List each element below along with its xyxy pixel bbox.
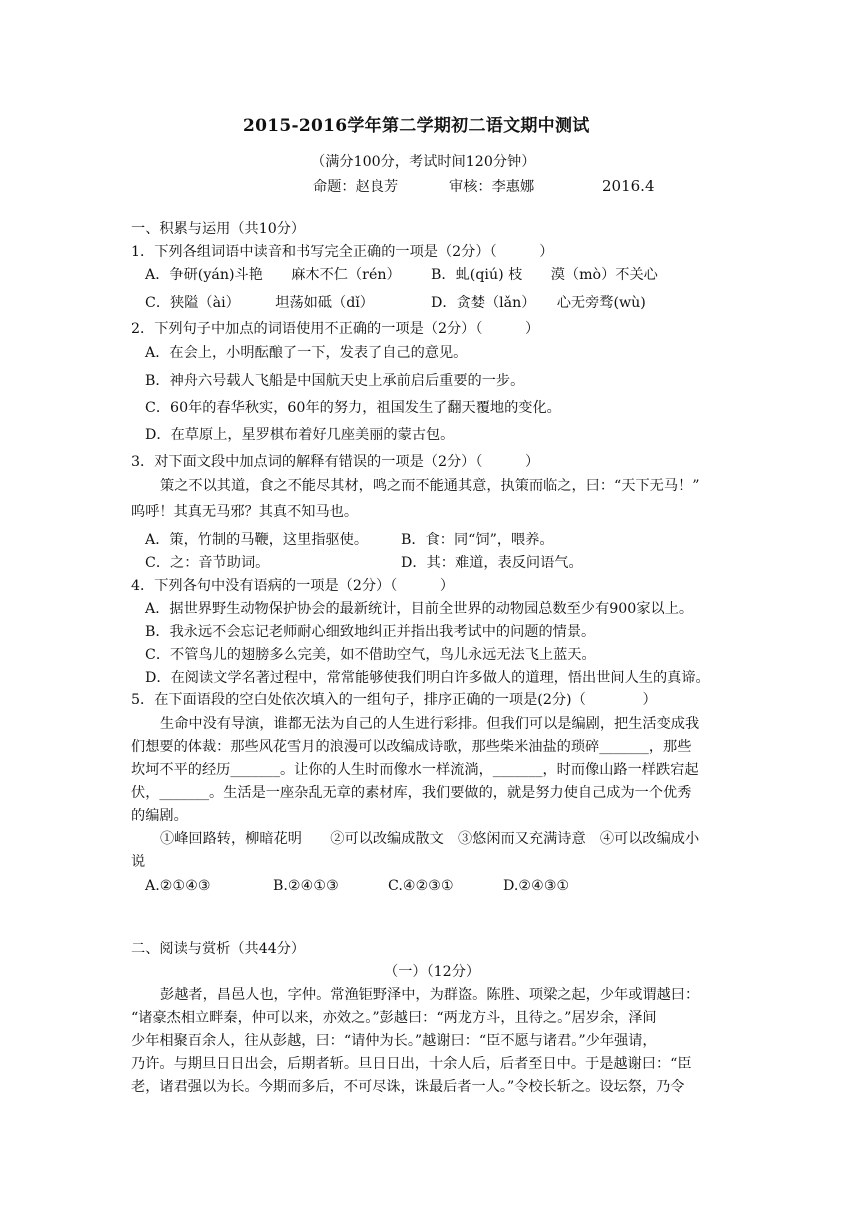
q1-option-d: D．贪婪（lǎn） 心无旁骛(wù) [431, 295, 646, 311]
reading-passage-line-3: 少年相聚百余人，往从彭越，曰：“请仲为长。”越谢曰：“臣不愿与诸君。”少年强请， [131, 1033, 657, 1049]
q1-option-a: A．争研(yán)斗艳 麻木不仁（rén） [145, 267, 401, 283]
q4-option-d: D．在阅读文学名著过程中，常常能够使我们明白许多做人的道理，悟出世间人生的真谛。 [145, 670, 710, 686]
exam-subtitle: （满分100分，考试时间120分钟） [311, 154, 536, 170]
q3-option-d: D．其：难道，表反问语气。 [401, 555, 583, 571]
q2-option-b: B．神舟六号载人飞船是中国航天史上承前启后重要的一步。 [145, 373, 525, 389]
q3-passage-line-1: 策之不以其道，食之不能尽其材，鸣之而不能通其意，执策而临之，曰：“天下无马！” [160, 478, 700, 494]
reading-passage-line-5: 老，诸君强以为长。今期而多后，不可尽诛，诛最后者一人。”令校长斩之。设坛祭，乃令 [131, 1079, 685, 1095]
q2-option-d: D．在草原上，星罗棋布着好几座美丽的蒙古包。 [145, 427, 455, 443]
q3-stem: 3．对下面文段中加点词的解释有错误的一项是（2分）（ ） [131, 454, 540, 470]
q5-stem: 5．在下面语段的空白处依次填入的一组句子，排序正确的一项是(2分)（ ） [131, 692, 657, 708]
reading-passage-line-2: “诸豪杰相立畔秦，仲可以来，亦效之。”彭越曰：“两龙方斗，且待之。”居岁余，泽间 [131, 1010, 657, 1026]
q5-choice-a: A.②①④③ [145, 878, 211, 894]
q3-passage-line-2: 呜呼！其真无马邪？其真不知马也。 [131, 504, 359, 520]
exam-date: 2016.4 [602, 177, 655, 195]
q5-options-line-2: 说 [131, 854, 146, 870]
q5-choice-b: B.②④①③ [273, 878, 339, 894]
exam-reviewer: 审核：李惠娜 [449, 179, 535, 195]
q3-option-c: C．之：音节助词。 [145, 555, 270, 571]
exam-author: 命题：赵良芳 [313, 179, 399, 195]
q3-option-a: A．策，竹制的马鞭，这里指驱使。 [145, 532, 369, 548]
q5-passage-line-5: 的编剧。 [131, 808, 188, 824]
reading-passage-line-1: 彭越者，昌邑人也，字仲。常渔钜野泽中，为群盗。陈胜、项梁之起，少年或谓越曰： [160, 987, 700, 1003]
q1-option-b: B．虬(qiú) 枝 漠（mò）不关心 [431, 267, 658, 283]
q5-passage-line-4: 伏，_______。生活是一座杂乱无章的素材库，我们要做的，就是努力使自己成为一个优秀 [131, 785, 692, 801]
q4-option-b: B．我永远不会忘记老师耐心细致地纠正并指出我考试中的问题的情景。 [145, 624, 596, 640]
q3-option-b: B．食：同“饲”，喂养。 [401, 532, 554, 548]
q4-option-c: C．不管鸟儿的翅膀多么完美，如不借助空气，鸟儿永远无法飞上蓝天。 [145, 647, 596, 663]
q4-stem: 4．下列各句中没有语病的一项是（2分）（ ） [131, 578, 455, 594]
q2-stem: 2．下列句子中加点的词语使用不正确的一项是（2分）（ ） [131, 321, 540, 337]
q4-option-a: A．据世界野生动物保护协会的最新统计，目前全世界的动物园总数至少有900家以上。 [145, 601, 694, 617]
section-2-heading: 二、阅读与赏析（共44分） [131, 941, 306, 957]
q5-options-line-1: ①峰回路转，柳暗花明 ②可以改编成散文 ③悠闲而又充满诗意 ④可以改编成小 [160, 831, 700, 847]
q5-passage-line-3: 坎坷不平的经历_______。让你的人生时而像水一样流淌，_______，时而像山路一样跌宕起 [131, 762, 699, 778]
q1-stem: 1．下列各组词语中读音和书写完全正确的一项是（2分）（ ） [131, 244, 554, 260]
q5-choice-c: C.④②③① [388, 878, 454, 894]
q5-choice-d: D.②④③① [503, 878, 570, 894]
page-title: 2015-2016学年第二学期初二语文期中测试 [243, 116, 590, 136]
q2-option-c: C．60年的春华秋实，60年的努力，祖国发生了翻天覆地的变化。 [145, 400, 561, 416]
reading-passage-line-4: 乃许。与期旦日日出会，后期者斩。旦日日出，十余人后，后者至日中。于是越谢曰：“臣 [131, 1056, 692, 1072]
section-2-subheading: （一）（12分） [384, 964, 481, 980]
section-1-heading: 一、积累与运用（共10分） [131, 221, 306, 237]
q5-passage-line-2: 们想要的体裁：那些风花雪月的浪漫可以改编成诗歌，那些柴米油盐的琐碎_______，那些 [131, 739, 692, 755]
q1-option-c: C．狭隘（ài） 坦荡如砥（dǐ） [145, 295, 374, 311]
q2-option-a: A．在会上，小明酝酿了一下，发表了自己的意见。 [145, 345, 468, 361]
q5-passage-line-1: 生命中没有导演，谁都无法为自己的人生进行彩排。但我们可以是编剧，把生活变成我 [160, 716, 700, 732]
